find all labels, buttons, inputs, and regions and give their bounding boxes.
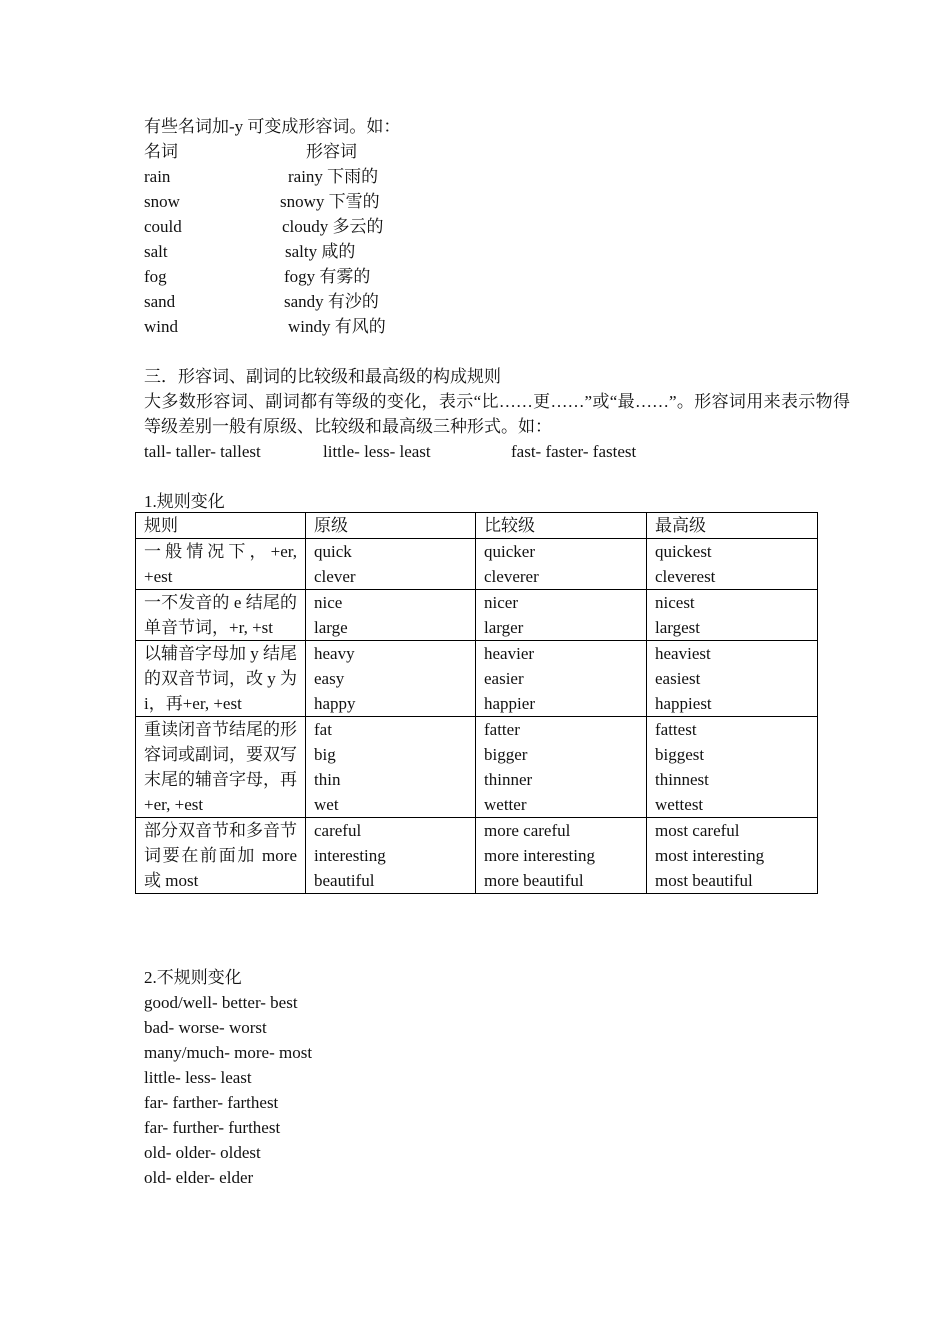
base-word: careful [314,821,362,840]
base-word: heavy [314,644,355,663]
base-word: quick [314,542,352,561]
sup-word: easiest [655,669,701,688]
sup-word: wettest [655,795,704,814]
sup-word: nicest [655,593,695,612]
base-word: clever [314,567,356,586]
base-word: easy [314,669,345,688]
regular-rules-table [135,512,818,894]
adjective-word: cloudy 多云的 [282,217,384,236]
irregular-item: far- further- furthest [144,1118,281,1137]
sup-word: biggest [655,745,705,764]
adjective-word: rainy 下雨的 [288,167,379,186]
irregular-section [144,965,864,1190]
example-fast: fast- faster- fastest [511,442,637,461]
irregular-item: good/well- better- best [144,993,298,1012]
base-word: large [314,618,348,637]
irregular-item: old- older- oldest [144,1143,261,1162]
base-cell [306,641,476,717]
noun-adj-pair [144,189,864,214]
comp-cell [476,818,647,894]
noun-adj-list [144,164,864,339]
adjective-word: salty 咸的 [285,242,356,261]
noun-word: fog [144,267,167,286]
example-tall: tall- taller- tallest [144,442,261,461]
table-row [136,818,818,894]
comp-cell [476,590,647,641]
intro-column-headers [144,139,864,164]
noun-word: rain [144,167,171,186]
sup-cell [647,539,818,590]
section3-examples [144,439,864,464]
base-word: beautiful [314,871,375,890]
adjective-word: snowy 下雪的 [280,192,380,211]
base-word: big [314,745,336,764]
sup-word: thinnest [655,770,709,789]
base-word: thin [314,770,341,789]
sup-word: largest [655,618,701,637]
header-superlative: 最高级 [647,513,818,539]
noun-adj-pair [144,289,864,314]
regular-title: 1.规则变化 [144,492,225,511]
comp-word: more careful [484,821,571,840]
comp-word: more interesting [484,846,595,865]
rule-cell: 部分双音节和多音节词要在前面加 more 或 most [136,818,306,894]
sup-word: happiest [655,694,712,713]
noun-word: snow [144,192,180,211]
comp-cell [476,539,647,590]
noun-adj-pair [144,264,864,289]
comp-word: quicker [484,542,535,561]
noun-column-header: 名词 [144,142,178,161]
comp-word: more beautiful [484,871,584,890]
comp-word: bigger [484,745,528,764]
table-header-row [136,513,818,539]
base-word: wet [314,795,339,814]
comp-word: wetter [484,795,527,814]
section3-body: 大多数形容词、副词都有等级的变化，表示“比……更……”或“最……”。形容词用来表示物得等级差别一般有原级、比较级和最高级三种形式。如： [144,392,850,436]
sup-cell [647,717,818,818]
base-word: nice [314,593,343,612]
irregular-item: bad- worse- worst [144,1018,267,1037]
sup-word: most careful [655,821,740,840]
comp-cell [476,717,647,818]
header-base: 原级 [306,513,476,539]
adjective-word: windy 有风的 [288,317,386,336]
comp-word: thinner [484,770,533,789]
comp-cell [476,641,647,717]
base-word: happy [314,694,356,713]
irregular-item: far- farther- farthest [144,1093,279,1112]
base-cell [306,539,476,590]
header-rule: 规则 [136,513,306,539]
document-page [144,114,864,514]
sup-word: most interesting [655,846,765,865]
sup-cell [647,590,818,641]
rule-cell: 重读闭音节结尾的形容词或副词，要双写末尾的辅音字母，再 +er, +est [136,717,306,818]
base-word: fat [314,720,332,739]
example-little: little- less- least [323,442,431,461]
table-row [136,590,818,641]
adj-column-header: 形容词 [306,142,357,161]
noun-adj-pair [144,239,864,264]
intro-heading: 有些名词加-y 可变成形容词。如： [144,117,401,136]
noun-adj-pair [144,164,864,189]
irregular-item: old- elder- elder [144,1168,254,1187]
irregular-item: little- less- least [144,1068,252,1087]
table-row [136,539,818,590]
rule-cell: 一般情况下，+er, +est [136,539,306,590]
noun-adj-pair [144,314,864,339]
comp-word: fatter [484,720,520,739]
comp-word: easier [484,669,524,688]
base-cell [306,717,476,818]
noun-adj-pair [144,214,864,239]
sup-word: heaviest [655,644,711,663]
noun-word: could [144,217,182,236]
sup-cell [647,818,818,894]
comp-word: heavier [484,644,535,663]
irregular-list [144,990,864,1190]
base-cell [306,590,476,641]
noun-word: sand [144,292,176,311]
irregular-title: 2.不规则变化 [144,968,242,987]
rule-cell: 以辅音字母加 y 结尾的双音节词，改 y 为 i，再+er, +est [136,641,306,717]
irregular-item: many/much- more- most [144,1043,313,1062]
table-row [136,717,818,818]
base-cell [306,818,476,894]
sup-word: most beautiful [655,871,753,890]
adjective-word: sandy 有沙的 [284,292,379,311]
header-comparative: 比较级 [476,513,647,539]
adjective-word: fogy 有雾的 [284,267,371,286]
base-word: interesting [314,846,386,865]
rule-cell: 一不发音的 e 结尾的单音节词，+r, +st [136,590,306,641]
sup-cell [647,641,818,717]
comp-word: larger [484,618,524,637]
noun-word: salt [144,242,168,261]
comp-word: nicer [484,593,518,612]
noun-word: wind [144,317,178,336]
comp-word: happier [484,694,535,713]
table-row [136,641,818,717]
sup-word: fattest [655,720,697,739]
section3-title: 三．形容词、副词的比较级和最高级的构成规则 [144,367,501,386]
comp-word: cleverer [484,567,539,586]
sup-word: quickest [655,542,712,561]
sup-word: cleverest [655,567,716,586]
